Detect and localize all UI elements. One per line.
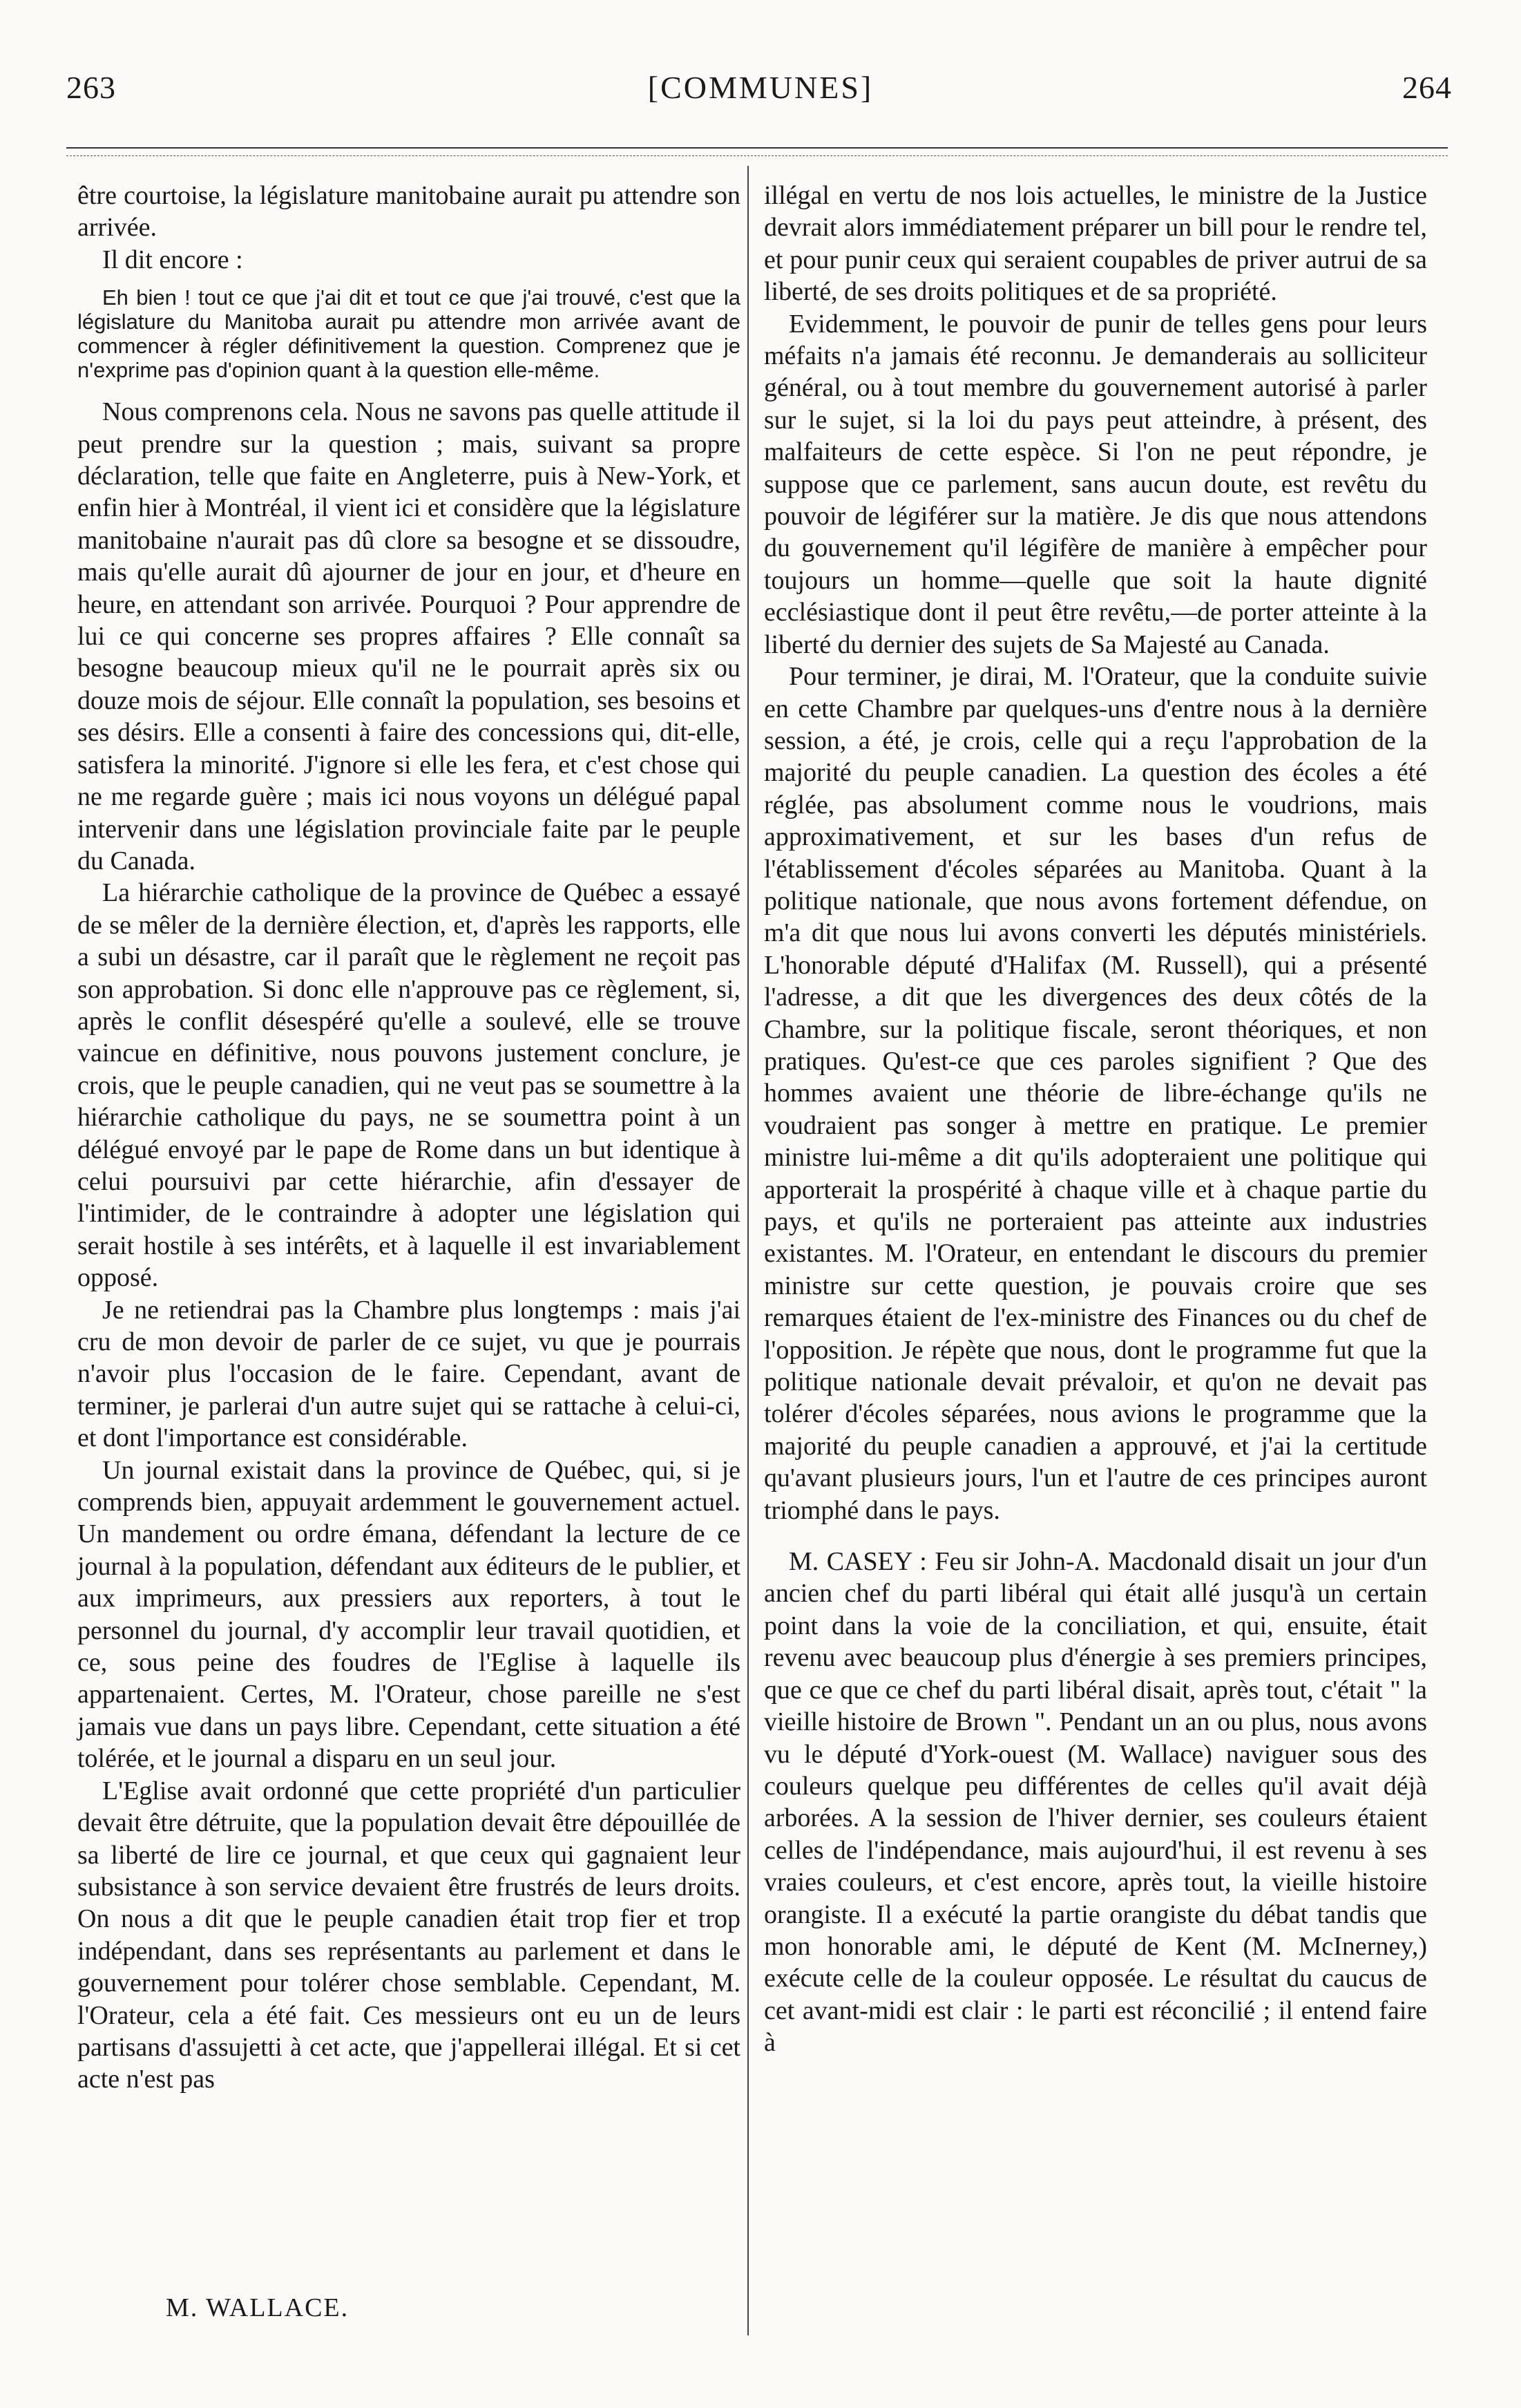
paragraph: Un journal existait dans la province de Québec, qui, si je comprends bien, appuyait ardemment le gouvernement actuel. Un mandement ou ordre émana, défendant la lecture de ce journal à la population, défendant aux éditeurs de le publier, et aux imprimeurs, aux pressiers aux reporters, à tout le personnel du journal, d'y accomplir leur travail quotidien, et ce, sous peine des foudres de l'Eglise à laquelle ils appartenaient. Certes, M. l'Orateur, chose pareille ne s'est jamais vue dans un pays libre. Cependant, cette situation a été tolérée, et le journal a disparu en un seul jour. <box>77 1455 740 1774</box>
page-number-right: 264 <box>1402 70 1452 105</box>
paragraph: Je ne retiendrai pas la Chambre plus longtemps : mais j'ai cru de mon devoir de parler de ce sujet, vu que je pourrais n'avoir plus l'occasion de le faire. Cependant, avant de terminer, je parlerai d'un autre sujet qui se rattache à celui-ci, et dont l'importance est considérable. <box>77 1295 740 1453</box>
header-rule-dashed <box>66 155 1448 156</box>
paragraph: être courtoise, la législature manitobaine aurait pu attendre son arrivée. <box>77 181 740 243</box>
speech-text: Feu sir John-A. Macdonald disait un jour d'un ancien chef du parti libéral qui était allé jusqu'à un certain point dans la voie de la conciliation, et qui, ensuite, était revenu avec beaucoup plus d'énergie à ses premiers principes, que ce que ce chef du parti libéral disait, après tout, c'était " la vieille histoire de Brown ". Pendant un an ou plus, nous avons vu le député d'York-ouest (M. Wallace) naviguer sous des couleurs quelque peu différentes de celles qu'il avait déjà arborées. A la session de l'hiver dernier, ses couleurs étaient celles de l'indépendance, mais aujourd'hui, il est revenu à ses vraies couleurs, et c'est encore, après tout, la vieille histoire orangiste. Il a exécuté la partie orangiste du débat tandis que mon honorable ami, le député de Kent (M. McInerney,) exécute celle de la couleur opposée. Le résultat du caucus de cet avant-midi est clair : le parti est réconcilié ; il entend faire à <box>764 1547 1428 2058</box>
column-divider <box>747 166 749 2335</box>
footer-speaker: M. WALLACE. <box>166 2293 350 2322</box>
speaker-name: M. CASEY : <box>789 1547 927 1577</box>
paragraph: Il dit encore : <box>102 245 243 274</box>
paragraph: Evidemment, le pouvoir de punir de telles gens pour leurs méfaits n'a jamais été reconnu. Je demanderais au solliciteur général, ou à tout membre du gouvernement autorisé à parler sur le sujet, si la loi du pays peut atteindre, à présent, des malfaiteurs de cette espèce. Si l'on ne peut répondre, je suppose que ce parlement, sans aucun doute, est revêtu du pouvoir de légiférer sur la matière. Je dis que nous attendons du gouvernement qu'il légifère de manière à empêcher pour toujours un homme—quelle que soit la haute dignité ecclésiastique dont il peut être revêtu,—de porter atteinte à la liberté du dernier des sujets de Sa Majesté au Canada. <box>764 309 1427 659</box>
section-spacer <box>764 1526 1427 1546</box>
paragraph: L'Eglise avait ordonné que cette propriété d'un particulier devait être détruite, que la population devait être dépouillée de sa liberté de lire ce journal, et que ceux qui gagnaient leur subsistance à son service devaient être frustrés de leurs droits. On nous a dit que le peuple canadien était trop fier et trop indépendant, dans ses représentants au parlement et dans le gouvernement pour tolérer chose semblable. Cependant, M. l'Orateur, cela a été fait. Ces messieurs ont eu un de leurs partisans d'assujetti à cet acte, que j'appellerai illégal. Et si cet acte n'est pas <box>77 1776 740 2094</box>
paragraph: Pour terminer, je dirai, M. l'Orateur, que la conduite suivie en cette Chambre par quelques-uns d'entre nous à la dernière session, a été, je crois, celle qui a reçu l'approbation de la majorité du peuple canadien. La question des écoles a été réglée, pas absolument comme nous le voudrions, mais approximativement, et sur les bases d'un refus de l'établissement d'écoles séparées au Manitoba. Quant à la politique nationale, que nous avons fortement défendue, on m'a dit que nous lui avons converti les députés ministériels. L'honorable député d'Halifax (M. Russell), qui a présenté l'adresse, a dit que les divergences des deux côtés de la Chambre, sur la politique fiscale, seront théoriques, et non pratiques. Qu'est-ce que ces paroles signifient ? Que des hommes avaient une théorie de libre-échange qu'ils ne voudraient pas songer à mettre en pratique. Le premier ministre lui-même a dit qu'ils adopteraient une politique qui apporterait la prospérité à chaque ville et à chaque partie du pays, et qu'ils ne porteraient pas atteinte aux industries existantes. M. l'Orateur, en entendant le discours du premier ministre sur cette question, je pouvais croire que ses remarques étaient de l'ex-ministre des Finances ou du chef de l'opposition. Je répète que nous, dont le programme fut que la politique nationale devait prévaloir, et qu'on ne devait pas tolérer d'écoles séparées, nous avions le programme que la majorité du peuple canadien a approuvé, et j'ai la certitude qu'avant plusieurs jours, l'un et l'autre de ces principes auront triomphé dans le pays. <box>764 662 1427 1525</box>
paragraph: La hiérarchie catholique de la province de Québec a essayé de se mêler de la dernière élection, et, d'après les rapports, elle a subi un désastre, car il paraît que le règlement ne reçoit pas son approbation. Si donc elle n'approuve pas ce règlement, si, après le conflit désespéré qu'elle a soulevé, elle se trouve vaincue en définitive, nous pouvons justement conclure, je crois, que le peuple canadien, qui ne veut pas se soumettre à la hiérarchie catholique du pays, ne se soumettra point à un délégué envoyé par le pape de Rome dans un but identique à celui poursuivi par cette hiérarchie, afin d'essayer de l'intimider, de le contraindre à adopter une législation qui serait hostile à ses intérêts, et à laquelle il est invariablement opposé. <box>77 878 740 1293</box>
right-column <box>764 180 1427 2059</box>
header-rule <box>66 147 1448 149</box>
block-quote: Eh bien ! tout ce que j'ai dit et tout ce que j'ai trouvé, c'est que la législature du Manitoba aurait pu attendre mon arrivée avant de commencer à régler définitivement la question. Comprenez que je n'exprime pas d'opinion quant à la question elle-même. <box>77 285 740 383</box>
page-number-left: 263 <box>66 70 116 105</box>
left-column <box>77 180 740 2096</box>
speaker-paragraph <box>764 1546 1427 2059</box>
page-title: [COMMUNES] <box>647 70 874 105</box>
paragraph: illégal en vertu de nos lois actuelles, le ministre de la Justice devrait alors immédiatement préparer un bill pour le rendre tel, et pour punir ceux qui seraient coupables de priver autrui de sa liberté, de ses droits politiques et de sa propriété. <box>764 181 1427 307</box>
paragraph: Nous comprenons cela. Nous ne savons pas quelle attitude il peut prendre sur la question ; mais, suivant sa propre déclaration, telle que faite en Angleterre, puis à New-York, et enfin hier à Montréal, il vient ici et considère que la législature manitobaine n'aurait pas dû clore sa besogne et se dissoudre, mais qu'elle aurait dû ajourner de jour en jour, et d'heure en heure, en attendant son arrivée. Pourquoi ? Pour apprendre de lui ce qui concerne ses propres affaires ? Elle connaît sa besogne beaucoup mieux qu'il ne le pourrait après six ou douze mois de séjour. Elle connaît la population, ses besoins et ses désirs. Elle a consenti à faire des concessions qui, dit-elle, satisfera la minorité. J'ignore si elle les fera, et c'est chose qui ne me regarde guère ; mais ici nous voyons un délégué papal intervenir dans une législation provinciale faite par le peuple du Canada. <box>77 397 740 875</box>
